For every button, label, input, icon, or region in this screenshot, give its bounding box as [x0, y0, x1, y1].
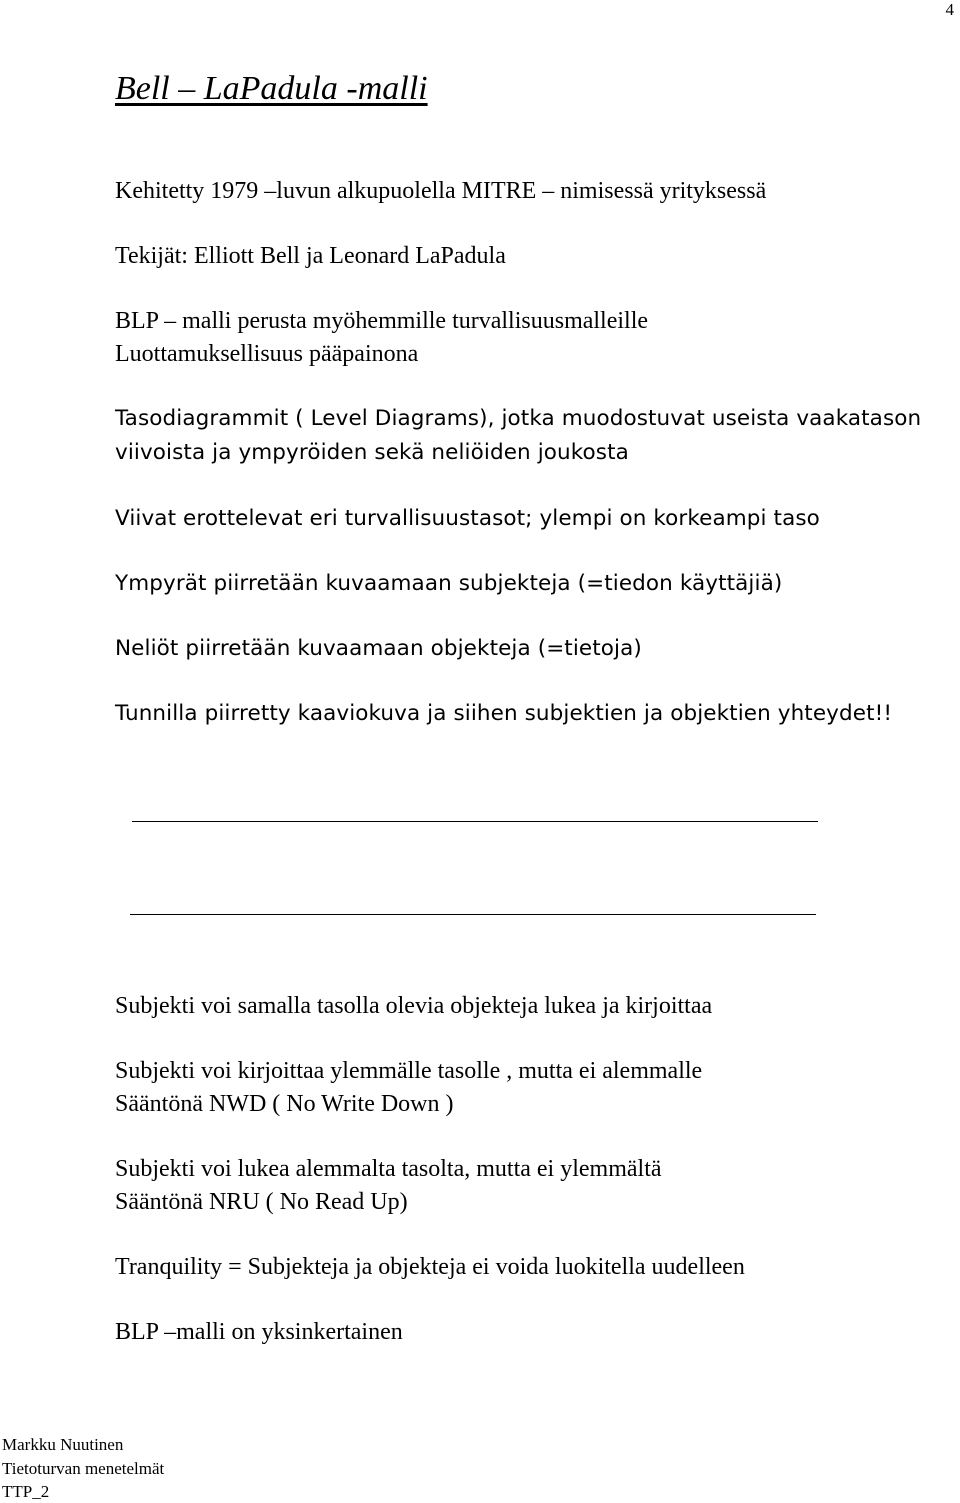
intro-line: BLP – malli perusta myöhemmille turvallisuusmalleille — [115, 308, 649, 334]
diagram-description-line: viivoista ja ympyröiden sekä neliöiden joukosta — [115, 440, 629, 465]
footer-course: Tietoturvan menetelmät — [2, 1459, 165, 1478]
diagram-description-line: Neliöt piirretään kuvaamaan objekteja (=tietoja) — [115, 636, 642, 661]
page-number: 4 — [945, 0, 954, 19]
rule-line: Subjekti voi lukea alemmalta tasolta, mutta ei ylemmältä — [115, 1156, 662, 1182]
rule-line: BLP –malli on yksinkertainen — [115, 1319, 403, 1345]
rule-line: Tranquility = Subjekteja ja objekteja ei voida luokitella uudelleen — [115, 1254, 745, 1280]
intro-line: Tekijät: Elliott Bell ja Leonard LaPadula — [115, 243, 506, 269]
intro-line: Luottamuksellisuus pääpainona — [115, 341, 419, 367]
rule-line: Sääntönä NWD ( No Write Down ) — [115, 1091, 454, 1117]
level-line — [132, 821, 818, 822]
diagram-description-line: Viivat erottelevat eri turvallisuustasot; ylempi on korkeampi taso — [115, 506, 820, 531]
diagram-description-line: Tasodiagrammit ( Level Diagrams), jotka muodostuvat useista vaakatason — [115, 406, 922, 431]
footer-author: Markku Nuutinen — [2, 1435, 124, 1454]
rule-line: Sääntönä NRU ( No Read Up) — [115, 1189, 408, 1215]
level-line — [130, 914, 816, 915]
footer-code: TTP_2 — [2, 1482, 50, 1501]
diagram-description-line: Ympyrät piirretään kuvaamaan subjekteja (=tiedon käyttäjiä) — [115, 571, 783, 596]
intro-line: Kehitetty 1979 –luvun alkupuolella MITRE – nimisessä yrityksessä — [115, 178, 767, 204]
diagram-description-line: Tunnilla piirretty kaaviokuva ja siihen subjektien ja objektien yhteydet!! — [115, 701, 893, 726]
rule-line: Subjekti voi kirjoittaa ylemmälle tasolle , mutta ei alemmalle — [115, 1058, 703, 1084]
page-title: Bell – LaPadula -malli — [115, 70, 428, 107]
rule-line: Subjekti voi samalla tasolla olevia objekteja lukea ja kirjoittaa — [115, 993, 713, 1019]
